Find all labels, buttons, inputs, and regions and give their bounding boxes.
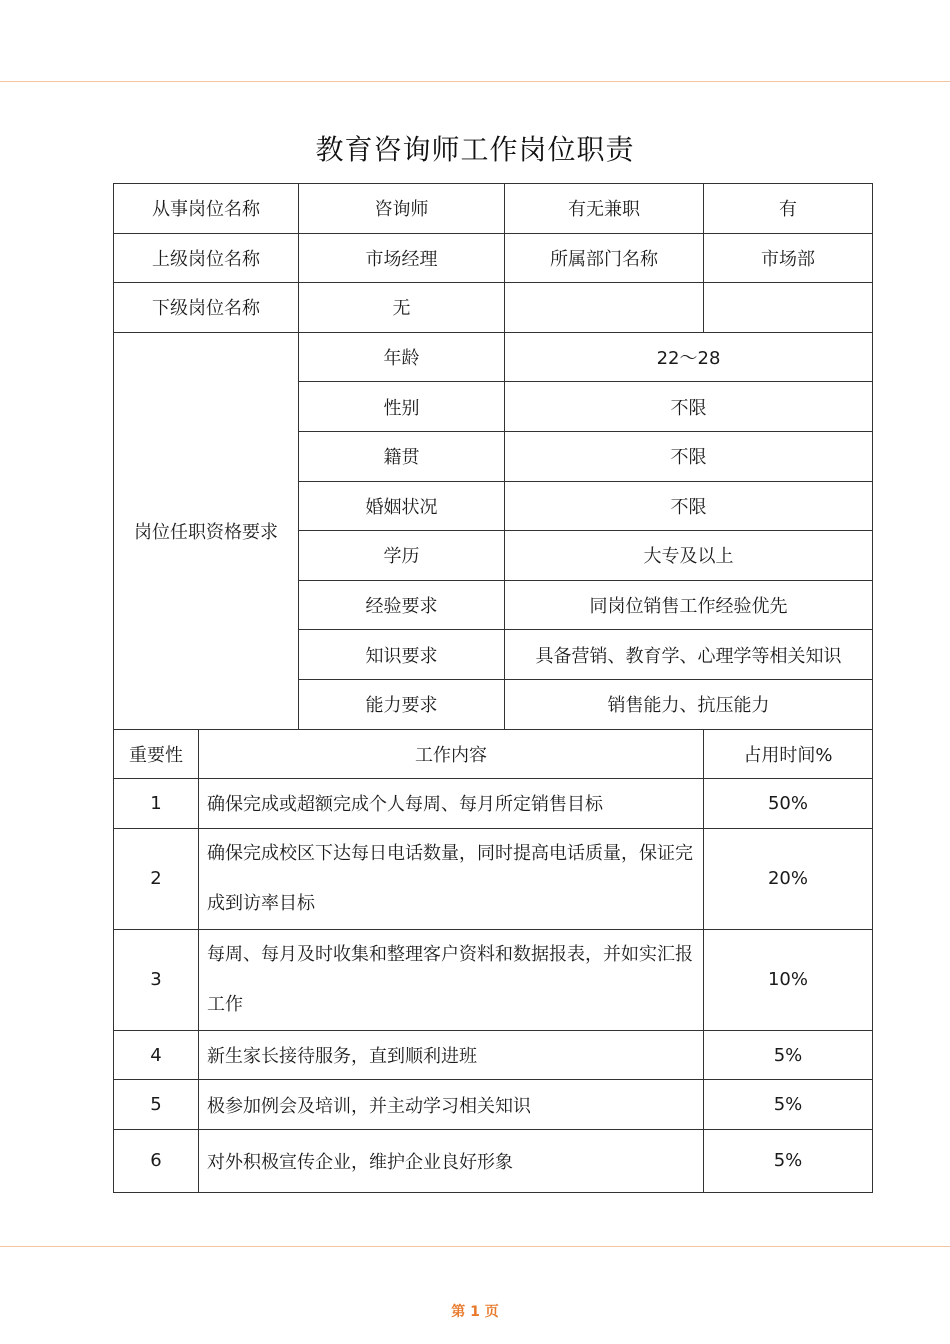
duty-time: 5% — [704, 1030, 873, 1080]
job-duties-table — [113, 183, 873, 1193]
qualification-value: 具备营销、教育学、心理学等相关知识 — [505, 630, 873, 680]
duty-row — [114, 1129, 873, 1192]
duty-time: 10% — [704, 929, 873, 1030]
qualification-name: 经验要求 — [299, 580, 505, 630]
part-time-label: 有无兼职 — [505, 184, 704, 234]
duty-rank: 4 — [114, 1030, 199, 1080]
duty-content: 确保完成校区下达每日电话数量，同时提高电话质量，保证完成到访率目标 — [199, 828, 704, 929]
superior-position-value: 市场经理 — [299, 233, 505, 283]
duty-row — [114, 1080, 873, 1130]
duty-content: 极参加例会及培训，并主动学习相关知识 — [199, 1080, 704, 1130]
footer-rule — [0, 1246, 950, 1247]
duty-time: 20% — [704, 828, 873, 929]
qualifications-label: 岗位任职资格要求 — [114, 332, 299, 729]
time-share-header: 占用时间% — [704, 729, 873, 779]
duties-header-row — [114, 729, 873, 779]
duty-row — [114, 929, 873, 1030]
qualification-name: 性别 — [299, 382, 505, 432]
qualification-name: 年龄 — [299, 332, 505, 382]
qualification-name: 籍贯 — [299, 431, 505, 481]
department-label: 所属部门名称 — [505, 233, 704, 283]
duty-rank: 3 — [114, 929, 199, 1030]
position-name-value: 咨询师 — [299, 184, 505, 234]
duty-time: 5% — [704, 1129, 873, 1192]
duty-rank: 1 — [114, 779, 199, 829]
superior-position-label: 上级岗位名称 — [114, 233, 299, 283]
page-number: 第 1 页 — [451, 1304, 499, 1320]
duty-content: 新生家长接待服务，直到顺利进班 — [199, 1030, 704, 1080]
duty-content: 对外积极宣传企业，维护企业良好形象 — [199, 1129, 704, 1192]
duty-content: 每周、每月及时收集和整理客户资料和数据报表，并如实汇报工作 — [199, 929, 704, 1030]
table-row — [114, 233, 873, 283]
duty-rank: 2 — [114, 828, 199, 929]
header-rule — [0, 81, 950, 82]
qualification-name: 婚姻状况 — [299, 481, 505, 531]
duty-row — [114, 779, 873, 829]
duty-row — [114, 1030, 873, 1080]
importance-header: 重要性 — [114, 729, 199, 779]
qualification-value: 不限 — [505, 431, 873, 481]
table-row — [114, 184, 873, 234]
table-row — [114, 332, 873, 382]
qualification-value: 同岗位销售工作经验优先 — [505, 580, 873, 630]
page-title: 教育咨询师工作岗位职责 — [315, 133, 635, 166]
qualification-name: 学历 — [299, 531, 505, 581]
empty-cell — [704, 283, 873, 333]
qualification-value: 不限 — [505, 382, 873, 432]
duty-rank: 5 — [114, 1080, 199, 1130]
duty-row — [114, 828, 873, 929]
content-header: 工作内容 — [199, 729, 704, 779]
qualification-value: 大专及以上 — [505, 531, 873, 581]
subordinate-position-value: 无 — [299, 283, 505, 333]
duty-time: 5% — [704, 1080, 873, 1130]
qualification-value: 22～28 — [505, 332, 873, 382]
duty-rank: 6 — [114, 1129, 199, 1192]
qualification-name: 知识要求 — [299, 630, 505, 680]
qualification-value: 销售能力、抗压能力 — [505, 679, 873, 729]
duty-content: 确保完成或超额完成个人每周、每月所定销售目标 — [199, 779, 704, 829]
subordinate-position-label: 下级岗位名称 — [114, 283, 299, 333]
part-time-value: 有 — [704, 184, 873, 234]
qualification-name: 能力要求 — [299, 679, 505, 729]
empty-cell — [505, 283, 704, 333]
duty-time: 50% — [704, 779, 873, 829]
department-value: 市场部 — [704, 233, 873, 283]
position-name-label: 从事岗位名称 — [114, 184, 299, 234]
qualification-value: 不限 — [505, 481, 873, 531]
table-row — [114, 283, 873, 333]
